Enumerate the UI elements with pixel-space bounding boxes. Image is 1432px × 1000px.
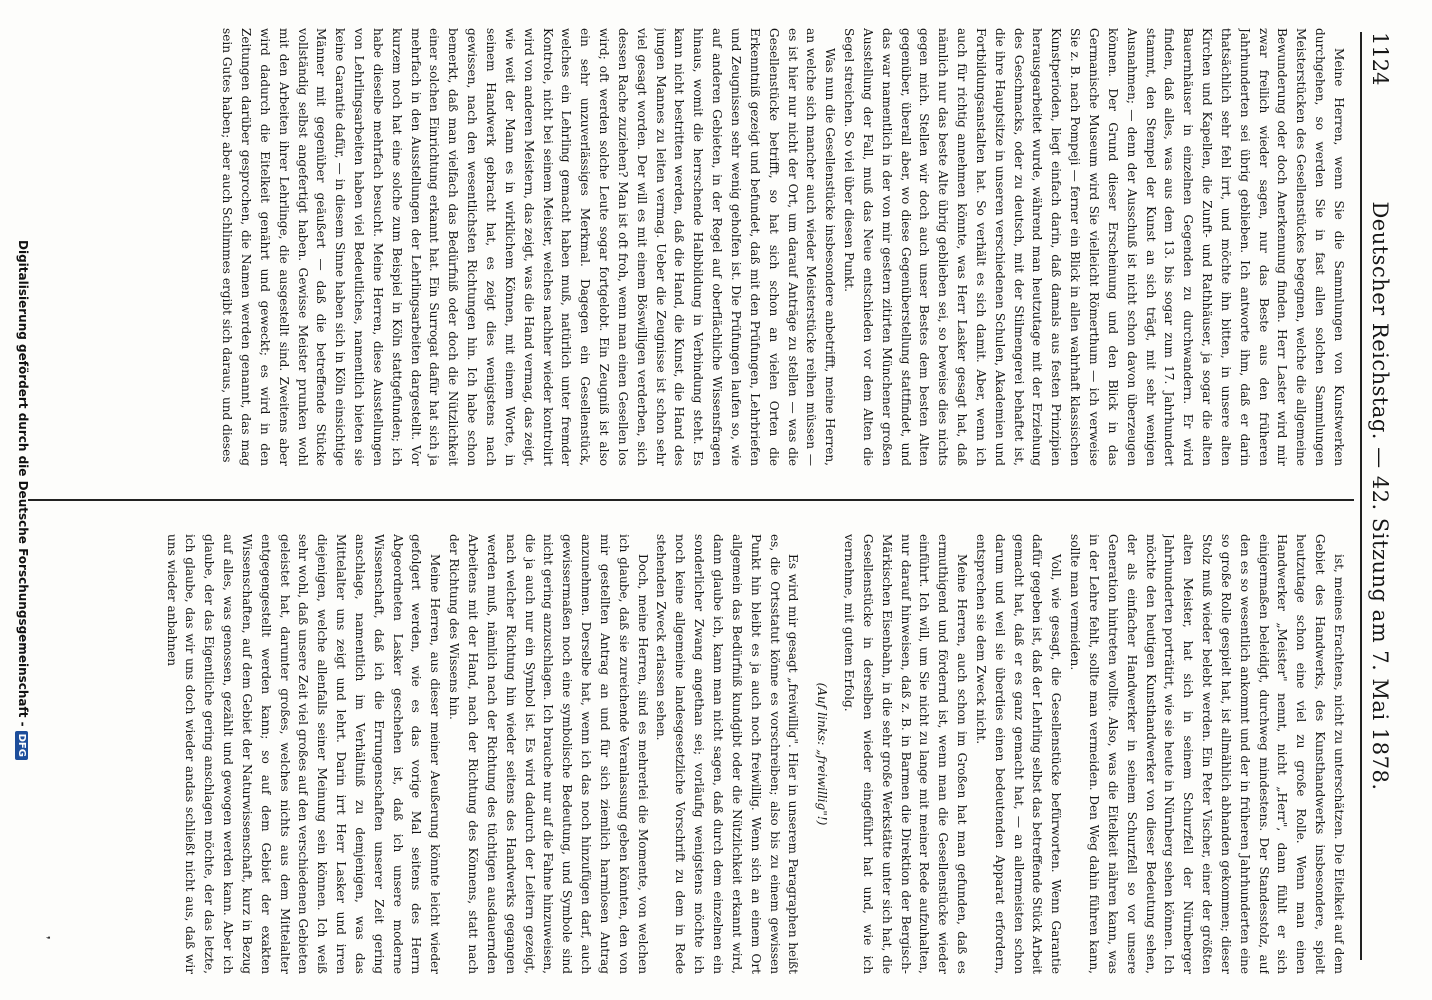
right-column xyxy=(32,534,1348,974)
credit-text: Digitalisierung gefördert durch die Deutsche Forschungsgemeinschaft - xyxy=(16,240,30,727)
paragraph: Es wird mir gesagt „freiwillig". Hier in unserem Paragraphen heißt es, die Ortsstatut könne es vorschreiben; also bis zu einem gewissen Punkt hin bleibt es ja auch noch freiwillig. Wenn sich an einem Ort allgemein das Bedürfniß kundgibt oder die Nützlichkeit erkannt wird, dann glaube ich, kann man nicht sagen, daß durch dem einzelnen ein sonderlicher Zwang angethan sei; vorläufig wenigstens möchte ich noch keine allgemeine landesgesetzliche Vorschrift zu dem in Rede stehenden Zweck erlassen sehen. xyxy=(654,534,801,974)
dfg-logo: DFG xyxy=(15,731,28,760)
column-divider xyxy=(28,499,1354,501)
running-title: Deutscher Reichstag. — 42. Sitzung am 7. Mai 1878. xyxy=(1368,201,1392,791)
paragraph: ist, meines Erachtens, nicht zu unterschätzen. Die Eitelkeit auf dem Gebiet des Handwerks, des Kunsthandwerks insbesondere, spielt heutzutage schon eine viel zu große Rolle. Wenn man einen Handwerker „Meister" nennt, nicht „Herr", dann fühlt er sich einigermaßen beleidigt, durchweg mindestens. Der Standesstolz, auf den es so wesentlich ankommt und der in früheren Jahrhunderten eine so große Rolle gespielt hat, ist allmählich abhanden gekommen; dieser Stolz muß wieder belebt werden. Ein Peter Vischer, einer der größten alten Meister, hat sich in seinem Schurzfell der Nürnberger Jahrhunderten porträtirt, wie sie heute in Nürnberg sehen können. Ich möchte den heutigen Kunsthandwerker von dieser Bedeutung sehen, der als einfacher Handwerker in seinem Schurzfell so vor unsere Generation hintreten wollte. Also, was die Eitelkeit nähren kann, was in der Lehre fehlt, sollte man vermeiden. Den Weg dahin führen kann, sollte man vermeiden. xyxy=(1068,534,1346,974)
paragraph: Meine Herren, wenn Sie die Sammlungen von Kunstwerken durchgehen, so werden Sie in fast allen solchen Sammlungen Meisterstücken des Gesellenstückes begegnen, welche die allgemeine Bewunderung oder doch Anerkennung finden. Herr Laster wird mir zwar freilich wieder sagen, nur das Beste aus den früheren Jahrhunderten sei übrig geblieben. Ich antworte ihm, daß er darin thatsächlich sehr fehl irrt, und möchte ihn bitten, in unsere alten Kirchen und Kapellen, die Zunft- und Rathhäuser, ja sogar die alten Bauernhäuser in einzelnen Gegenden zu durchwandern. Er wird finden, daß alles, was aus dem 13. bis sogar zum 17. Jahrhundert stammt, den Stempel der Kunst an sich trägt, mit sehr wenigen Ausnahmen; — denn der Ausschuß ist nicht schon davon überzeugen können. Der Grund dieser Erscheinung und den Blick in das Germanische Museum wird Sie vielleicht Römerthum — ich verweise Sie z. B. nach Pompeji — ferner ein Blick in allen wahrhaft klassischen Kunstperioden, liegt einfach darin, daß damals aus festen Prinzipien herausgearbeitet wurde, während man heutzutage mit der Erziehung des Geschmacks, oder zu deutsch, mit der Stilmengerei behaftet ist, die ihre Hauptsitze in unseren verschiedenen Schulen, Akademien und Fortbildungsanstalten hat. So verhält es sich damit. Aber, wenn ich auch für richtig annehmen könnte, was Herr Lasker gesagt hat, daß nämlich nur das beste Alte übrig geblieben sei, so beweise dies nichts gegen mich. Stellen wir doch auch unser Bestes dem besten Alten gegenüber, überall aber, wo diese Gegenüberstellung stattfindet, und das war namentlich in der von mir gestern zitirten Münchener großen Ausstellung der Fall, muß das Neue entschieden vor dem Alten die Segel streichen. So viel über diesen Punkt. xyxy=(842,28,1346,466)
paragraph: Was nun die Gesellenstücke insbesondere anbetrifft, meine Herren, an welche sich mancher auch wieder Meisterstücke reihen müssen — es ist hier nur nicht der Ort, um darauf Anträge zu stellen — was die Gesellenstücke betrifft, so hat sich schon an vielen Orten die Erkenntniß gezeigt und befundet, daß mit den Prüfungen, Lehrbriefen und Zeugnissen sehr wenig geholfen ist. Die Prüfungen laufen so, wie auf anderen Gebieten, in der Regel auf oberflächliche Wissensfragen hinaus, womit die herrschende Halbbildung in Verbindung steht. Es kann nicht bestritten werden, daß die Hand, die Kunst, die Hand des jungen Mannes zu leiten vermag. Ueber die Zeugnisse ist schon sehr viel gesagt worden. Der will es mit einem Böswilligen verderben, sich dessen Rache zuziehen? Man ist oft froh, wenn man einen Gesellen los wird; oft werden solche Leute sogar fortgelobt. Ein Zeugniß ist also ein sehr unzuverlässiges Merkmal. Dagegen ein Gesellenstück, welches ein Lehrling gemacht haben muß, natürlich unter fremder Kontrole, nicht bei seinem Meister, welches nachher wieder kontrolirt wird von anderen Meistern, das zeigt, was die Hand vermag, das zeigt, wie weit der Mann es in wirklichem Können, mit einem Worte, in seinem Handwerk gebracht hat, es zeigt dies wenigstens nach gewissen, nach den wesentlichsten Richtungen hin. Ich habe schon bemerkt, daß man vielfach das Bedürfniß oder doch die Nützlichkeit einer solchen Einrichtung erkannt hat. Ein Surrogat dafür hat sich ja mehrfach in den Ausstellungen der Lehrlingsarbeiten dargestellt. Vor kurzem noch hat eine solche zum Beispiel in Köln stattgefunden; ich habe dieselbe mehrfach besucht. Meine Herren, diese Ausstellungen von Lehrlingsarbeiten haben viel Bedeutliches, namentlich bieten sie keine Garantie dafür, — in diesem Sinne haben sich in Köln einsichtige Männer mit gegenüber geäußert — daß die betreffende Stücke vollständig selbst angefertigt haben. Gewisse Meister prunken wohl mit den Arbeiten ihrer Lehrlinge, die ausgestellt sind. Zweitens aber wird dadurch die Eitelkeit genährt und geweckt; es wird in den Zeitungen darüber gesprochen, die Namen werden genannt, das mag sein Gutes haben; aber auch Schlimmes ergibt sich daraus, und dieses xyxy=(220,28,838,466)
page-number: 1124 xyxy=(1368,32,1392,86)
paragraph: Voll, wie gesagt, die Gesellenstücke befürworten. Wenn Garantie dafür gegeben ist, daß der Lehrling selbst das betreffende Stück Arbeit gemacht hat, daß er es ganz gemacht hat, — an allermeisten schon darum und weil sie überdies einen bedeutenden Apparat erfordern, entsprechen sie dem Zweck nicht. xyxy=(973,534,1064,974)
left-column xyxy=(32,28,1348,466)
interjection: (Auf links: „freiwillig"!) xyxy=(815,682,830,826)
paragraph: Meine Herren, auch schon im Großen hat man gefunden, daß es ermuthigend und fördernd ist, wenn man die Gesellenstücke wieder einführt. Ich will, um Sie nicht zu lange mit meiner Rede aufzuhalten, nur darauf hinweisen, daß z. B. in Barmen die Direktion der Bergisch-Märkischen Eisenbahn, in die sehr große Werkstätte unter sich hat, die Gesellenstücke in derselben wieder eingeführt hat und, wie ich vernehme, mit gutem Erfolg. xyxy=(842,534,970,974)
paragraph: Meine Herren, aus dieser meiner Aeußerung könnte leicht wieder gefolgert werden, wie es das vorige Mal seitens des Herrn Abgeordneten Lasker geschehen ist, daß ich unsere moderne Wissenschaft, daß ich die Errungenschaften unserer Zeit gering anschlage, namentlich im Verhältniß zu demjenigen, was das Mittelalter uns zeigt und lehrt. Darin irrt Herr Lasker und irren diejenigen, welche allenfalls seiner Meinung sein können. Ich weiß sehr wohl, daß unsere Zeit viel großes auf den verschiedenen Gebieten geleistet hat, darunter großes, welches nichts aus dem Mittelalter entgegengestellt werden kann; so auf dem Gebiet der exakten Wissenschaften, auf dem Gebiet der Naturwissenschaft, kurz in Bezug auf alles, was genossen, gezählt und gewogen werden kann. Aber ich glaube, der das Eigentliche gering anschlagen möchte, der das letzte, ich glaube, das wir uns doch wieder andas schließt nicht aus, daß wir uns wieder anbahnen xyxy=(164,534,443,974)
digitization-credit xyxy=(10,0,30,1000)
scan-speck: ❜ xyxy=(39,936,52,940)
page-header xyxy=(1360,32,1398,960)
paragraph: Doch, meine Herren, sind es mehrerlei die Momente, von welchen ich glaube, daß sie zureichende Veranlassung geben könnten, den von mir gestellten Antrag an und für sich ziemlich harmlosen Antrag anzunehmen. Derselbe hat, wenn ich das noch hinzufügen darf, auch gewissermaßen noch eine symbolische Bedeutung, und Symbole sind nicht gering anzuschlagen. Ich brauche nur auf die Fahne hinzuweisen, die ja auch nur ein Symbol ist. Es wird dadurch der Leitern gezeigt, nach welcher Richtung hin wieder seitens des Handwerks gegangen werden muß, nämlich nach der Richtung des tüchtigen ausdauernden Arbeitens mit der Hand, nach der Richtung des Könnens, statt nach der Richtung des Wissens hin. xyxy=(447,534,650,974)
